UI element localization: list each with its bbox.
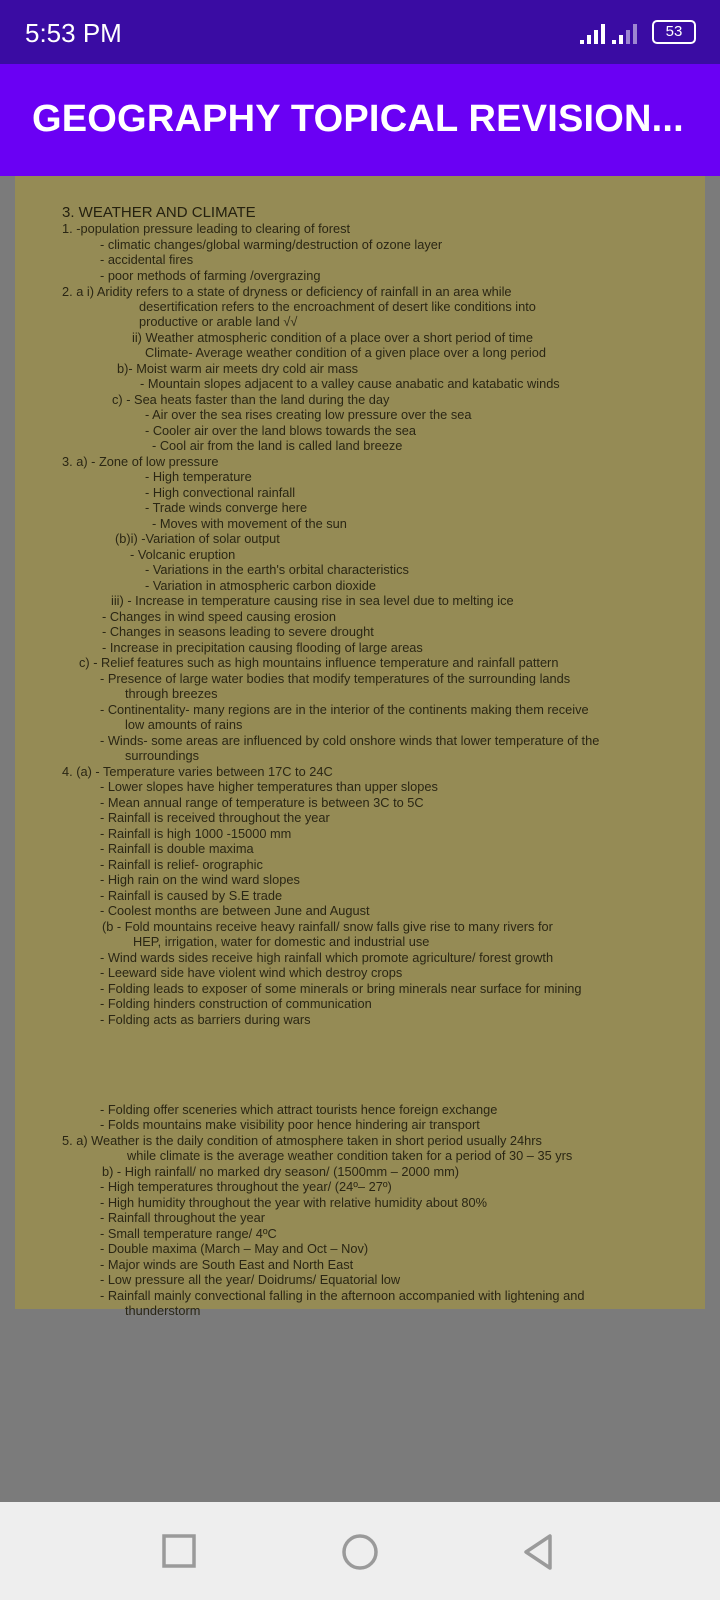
doc-line: b) - High rainfall/ no marked dry season/ (1500mm – 2000 mm) (102, 1164, 460, 1179)
document-page[interactable] (15, 176, 705, 1318)
recent-apps-button[interactable] (158, 1530, 202, 1574)
doc-line: surroundings (125, 748, 199, 763)
doc-line: - poor methods of farming /overgrazing (100, 268, 321, 283)
doc-line: - High rain on the wind ward slopes (100, 872, 300, 887)
doc-line: c) - Relief features such as high mountains influence temperature and rainfall pattern (79, 655, 559, 670)
doc-line: - Folding offer sceneries which attract tourists hence foreign exchange (100, 1102, 498, 1117)
doc-line: - High humidity throughout the year with relative humidity about 80% (100, 1195, 487, 1210)
doc-line: - High temperature (145, 469, 252, 484)
doc-line: - Folding hinders construction of communication (100, 996, 372, 1011)
doc-line: - High temperatures throughout the year/ (24º– 27º) (100, 1179, 392, 1194)
doc-line: - Winds- some areas are influenced by cold onshore winds that lower temperature of the (100, 733, 600, 748)
doc-line: - Folds mountains make visibility poor hence hindering air transport (100, 1117, 480, 1132)
doc-line: - Variations in the earth's orbital characteristics (145, 562, 409, 577)
doc-line: - Coolest months are between June and August (100, 903, 370, 918)
doc-line: - Major winds are South East and North East (100, 1257, 354, 1272)
doc-line: - Increase in precipitation causing flooding of large areas (102, 640, 423, 655)
doc-line: - Lower slopes have higher temperatures than upper slopes (100, 779, 438, 794)
signal-strength-icon (580, 20, 650, 46)
doc-line: - Moves with movement of the sun (152, 516, 347, 531)
doc-line: - Rainfall mainly convectional falling in the afternoon accompanied with lightening and (100, 1288, 585, 1303)
doc-line: - Variation in atmospheric carbon dioxide (145, 578, 376, 593)
doc-line: iii) - Increase in temperature causing rise in sea level due to melting ice (111, 593, 514, 608)
doc-line: - Trade winds converge here (145, 500, 308, 515)
doc-line: through breezes (125, 686, 218, 701)
doc-line: low amounts of rains (125, 717, 243, 732)
doc-line: - Mean annual range of temperature is between 3C to 5C (100, 795, 424, 810)
doc-line: desertification refers to the encroachment of desert like conditions into (139, 299, 536, 314)
doc-line: - Presence of large water bodies that modify temperatures of the surrounding lands (100, 671, 571, 686)
doc-line: Climate- Average weather condition of a given place over a long period (145, 345, 546, 360)
status-time: 5:53 PM (25, 18, 122, 48)
doc-line: - Double maxima (March – May and Oct – Nov) (100, 1241, 369, 1256)
square-icon (158, 1530, 202, 1574)
app-title: GEOGRAPHY TOPICAL REVISION... (32, 98, 684, 140)
doc-line: 3. a) - Zone of low pressure (62, 454, 219, 469)
doc-line: 1. -population pressure leading to clearing of forest (62, 221, 351, 236)
doc-line: - Rainfall is received throughout the year (100, 810, 330, 825)
doc-line: - Changes in wind speed causing erosion (102, 609, 337, 624)
doc-line: - Small temperature range/ 4ºC (100, 1226, 277, 1241)
doc-line: HEP, irrigation, water for domestic and industrial use (133, 934, 430, 949)
doc-line: - Rainfall is caused by S.E trade (100, 888, 283, 903)
doc-line: - Rainfall is double maxima (100, 841, 254, 856)
doc-line: - High convectional rainfall (145, 485, 296, 500)
doc-line: - Leeward side have violent wind which destroy crops (100, 965, 403, 980)
doc-line: 2. a i) Aridity refers to a state of dryness or deficiency of rainfall in an area while (62, 284, 512, 299)
battery-icon (652, 20, 696, 44)
triangle-back-icon (518, 1530, 562, 1574)
doc-line: (b)i) -Variation of solar output (115, 531, 280, 546)
doc-line: - climatic changes/global warming/destruction of ozone layer (100, 237, 443, 252)
doc-line: thunderstorm (125, 1303, 201, 1318)
doc-line: - Rainfall is high 1000 -15000 mm (100, 826, 292, 841)
doc-line: (b - Fold mountains receive heavy rainfall/ snow falls give rise to many rivers for (102, 919, 553, 934)
doc-line: - Continentality- many regions are in the interior of the continents making them receive (100, 702, 589, 717)
doc-line: - Wind wards sides receive high rainfall which promote agriculture/ forest growth (100, 950, 554, 965)
status-bar (0, 0, 720, 64)
doc-line: 4. (a) - Temperature varies between 17C to 24C (62, 764, 333, 779)
doc-line: - Air over the sea rises creating low pressure over the sea (145, 407, 472, 422)
back-button[interactable] (518, 1530, 562, 1574)
doc-line: c) - Sea heats faster than the land during the day (112, 392, 390, 407)
doc-line: - Volcanic eruption (130, 547, 236, 562)
doc-line: - Folding leads to exposer of some minerals or bring minerals near surface for mining (100, 981, 582, 996)
doc-line: b)- Moist warm air meets dry cold air mass (117, 361, 359, 376)
doc-line: - Folding acts as barriers during wars (100, 1012, 311, 1027)
doc-line: - Mountain slopes adjacent to a valley cause anabatic and katabatic winds (140, 376, 560, 391)
doc-line: 5. a) Weather is the daily condition of atmosphere taken in short period usually 24hrs (62, 1133, 542, 1148)
doc-line: - Cooler air over the land blows towards the sea (145, 423, 417, 438)
circle-icon (338, 1530, 382, 1574)
doc-line: ii) Weather atmospheric condition of a place over a short period of time (132, 330, 533, 345)
doc-line: - Rainfall throughout the year (100, 1210, 266, 1225)
home-button[interactable] (338, 1530, 382, 1574)
doc-line: while climate is the average weather condition taken for a period of 30 – 35 yrs (127, 1148, 573, 1163)
doc-line: - Cool air from the land is called land breeze (152, 438, 403, 453)
app-bar (0, 64, 720, 176)
doc-line: productive or arable land √√ (139, 314, 298, 329)
doc-line: - Changes in seasons leading to severe drought (102, 624, 374, 639)
doc-line: - accidental fires (100, 252, 194, 267)
doc-line: - Low pressure all the year/ Doidrums/ Equatorial low (100, 1272, 401, 1287)
battery-level: 53 (665, 23, 683, 40)
navigation-bar (0, 1502, 720, 1600)
doc-line: - Rainfall is relief- orographic (100, 857, 263, 872)
doc-line: 3. WEATHER AND CLIMATE (62, 204, 256, 221)
